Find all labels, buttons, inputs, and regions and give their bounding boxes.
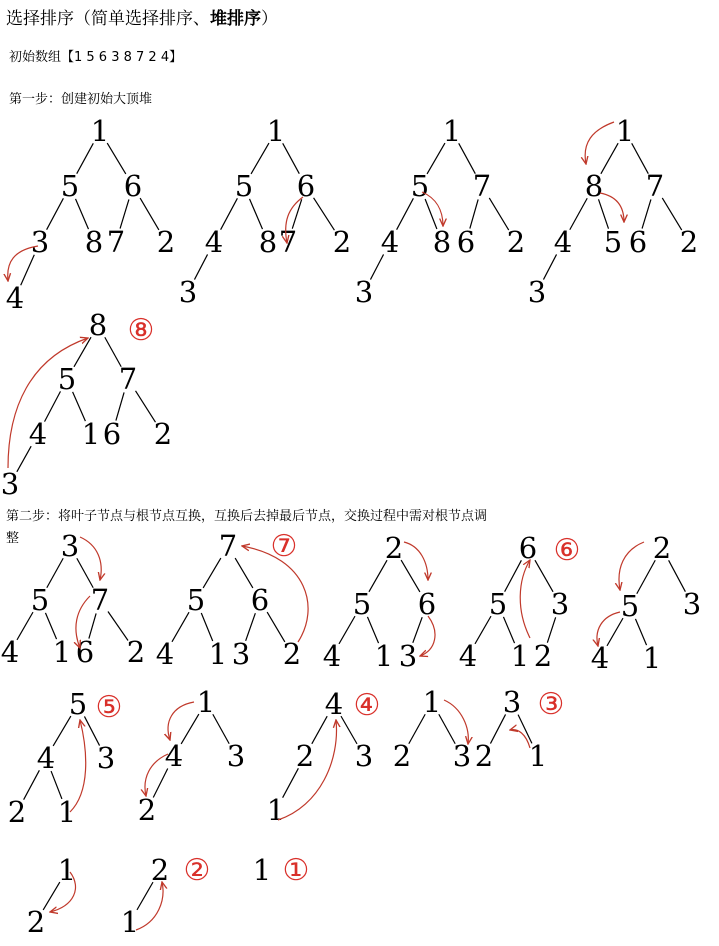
tree-node: 2 — [506, 225, 526, 259]
heap-tree — [459, 531, 581, 673]
tree-node: 2 — [156, 225, 176, 259]
step-badge: ⑧ — [127, 313, 155, 348]
tree-node: 1 — [266, 793, 286, 827]
tree-node: 3 — [354, 739, 374, 773]
tree-node: 6 — [123, 169, 143, 203]
heap-tree — [393, 685, 471, 773]
swap-arrow — [600, 193, 624, 222]
step-badge: ④ — [353, 688, 381, 723]
tree-node: 5 — [30, 583, 50, 617]
swap-arrow — [444, 700, 468, 744]
tree-node: 5 — [234, 169, 254, 203]
heap-tree — [6, 114, 175, 315]
tree-node: 1 — [52, 635, 72, 669]
tree-node: 1 — [374, 639, 394, 673]
step-badge: ③ — [537, 687, 565, 722]
tree-node: 4 — [5, 281, 25, 315]
tree-node: 2 — [474, 739, 494, 773]
tree-node: 5 — [352, 587, 372, 621]
tree-node: 8 — [88, 308, 108, 342]
heap-tree — [121, 853, 211, 939]
tree-node: 5 — [60, 169, 80, 203]
tree-node: 5 — [68, 687, 88, 721]
heap-tree — [156, 529, 301, 671]
tree-node: 2 — [153, 417, 173, 451]
tree-node: 4 — [324, 687, 344, 721]
tree-node: 7 — [118, 362, 138, 396]
heap-tree — [1, 529, 145, 669]
tree-node: 8 — [432, 225, 452, 259]
tree-node: 1 — [120, 905, 140, 939]
tree-node: 7 — [90, 583, 110, 617]
tree-node: 7 — [645, 169, 665, 203]
tree-node: 1 — [442, 114, 462, 148]
tree-node: 3 — [550, 587, 570, 621]
heap-tree — [267, 687, 381, 827]
tree-node: 4 — [155, 637, 175, 671]
tree-node: 2 — [295, 739, 315, 773]
heap-tree — [355, 114, 525, 309]
tree-node: 4 — [28, 417, 48, 451]
tree-node: 4 — [590, 641, 610, 675]
tree-node: 1 — [90, 114, 110, 148]
tree-node: 4 — [164, 739, 184, 773]
tree-node: 8 — [584, 169, 604, 203]
tree-node: 4 — [36, 741, 56, 775]
tree-node: 8 — [84, 225, 104, 259]
tree-node: 7 — [472, 169, 492, 203]
step1-label: 第一步：创建初始大顶堆 — [9, 92, 153, 107]
swap-arrow — [420, 616, 435, 656]
title-close: ） — [261, 9, 278, 29]
heap-tree — [253, 853, 310, 888]
trees-layer — [1, 114, 701, 939]
tree-node: 6 — [296, 169, 316, 203]
swap-arrow — [168, 702, 194, 740]
tree-node: 4 — [0, 635, 20, 669]
title-main: 选择排序（简单选择排序、 — [6, 9, 210, 29]
tree-node: 4 — [322, 639, 342, 673]
tree-node: 3 — [226, 739, 246, 773]
tree-node: 6 — [456, 225, 476, 259]
tree-node: 2 — [384, 531, 404, 565]
tree-node: 7 — [218, 529, 238, 563]
step-badge: ① — [282, 853, 310, 888]
tree-edge — [108, 612, 128, 641]
heap-tree — [1, 308, 172, 501]
tree-node: 4 — [204, 225, 224, 259]
tree-edge — [637, 560, 655, 593]
heap-tree — [475, 685, 565, 773]
tree-node: 2 — [7, 795, 27, 829]
swap-arrow — [80, 537, 101, 580]
tree-node: 2 — [533, 639, 553, 673]
step2-label-line1: 第二步：将叶子节点与根节点互换，互换后去掉最后节点，交换过程中需对根节点调 — [6, 509, 488, 524]
tree-node: 4 — [380, 225, 400, 259]
step2-label-line2: 整 — [6, 531, 20, 546]
tree-edge — [136, 391, 156, 422]
tree-node: 3 — [60, 529, 80, 563]
tree-node: 5 — [410, 169, 430, 203]
step-badge: ⑥ — [553, 533, 581, 568]
tree-node: 1 — [422, 685, 442, 719]
tree-node: 3 — [30, 225, 50, 259]
tree-node: 8 — [258, 225, 278, 259]
tree-node: 1 — [81, 417, 101, 451]
swap-arrow — [8, 338, 88, 468]
tree-node: 1 — [266, 114, 286, 148]
tree-node: 5 — [603, 225, 623, 259]
tree-node: 3 — [0, 467, 20, 501]
tree-node: 7 — [278, 225, 298, 259]
tree-node: 6 — [102, 417, 122, 451]
tree-node: 3 — [96, 741, 116, 775]
tree-node: 4 — [458, 639, 478, 673]
swap-arrow — [520, 560, 530, 638]
tree-node: 1 — [57, 795, 77, 829]
tree-node: 1 — [252, 853, 272, 887]
tree-node: 6 — [250, 583, 270, 617]
heap-tree — [528, 114, 698, 309]
tree-node: 3 — [682, 587, 702, 621]
tree-node: 3 — [452, 739, 472, 773]
heap-tree — [27, 853, 76, 939]
tree-node: 6 — [75, 635, 95, 669]
tree-node: 7 — [106, 225, 126, 259]
heap-tree — [8, 687, 123, 829]
tree-node: 3 — [354, 275, 374, 309]
step-badge: ⑤ — [95, 690, 123, 725]
tree-node: 5 — [186, 583, 206, 617]
swap-arrow — [404, 542, 428, 580]
tree-node: 1 — [642, 641, 662, 675]
tree-node: 5 — [57, 362, 77, 396]
tree-node: 6 — [518, 531, 538, 565]
step-badge: ⑦ — [270, 529, 298, 564]
tree-node: 1 — [196, 685, 216, 719]
initial-array-label: 初始数组【1 5 6 3 8 7 2 4】 — [9, 50, 183, 65]
tree-node: 6 — [628, 225, 648, 259]
tree-node: 2 — [282, 637, 302, 671]
tree-node: 1 — [615, 114, 635, 148]
tree-node: 3 — [502, 685, 522, 719]
tree-node: 2 — [679, 225, 699, 259]
tree-node: 2 — [392, 739, 412, 773]
tree-node: 2 — [137, 793, 157, 827]
heap-tree — [138, 685, 245, 827]
tree-node: 3 — [231, 637, 251, 671]
swap-arrow — [619, 542, 644, 590]
tree-node: 1 — [528, 739, 548, 773]
tree-node: 2 — [652, 531, 672, 565]
tree-node: 2 — [150, 853, 170, 887]
tree-edge — [314, 198, 335, 230]
heap-tree — [591, 531, 701, 675]
tree-node: 3 — [527, 275, 547, 309]
tree-node: 3 — [178, 275, 198, 309]
heap-tree — [179, 114, 351, 309]
tree-node: 2 — [26, 905, 46, 939]
tree-node: 2 — [126, 635, 146, 669]
title-bold: 堆排序 — [210, 9, 261, 29]
tree-node: 3 — [398, 639, 418, 673]
tree-node: 5 — [488, 587, 508, 621]
step-badge: ② — [183, 853, 211, 888]
tree-node: 6 — [417, 587, 437, 621]
tree-node: 1 — [510, 639, 530, 673]
tree-node: 1 — [208, 637, 228, 671]
tree-node: 1 — [57, 853, 77, 887]
tree-node: 5 — [620, 589, 640, 623]
tree-node: 4 — [553, 225, 573, 259]
tree-node: 2 — [332, 225, 352, 259]
